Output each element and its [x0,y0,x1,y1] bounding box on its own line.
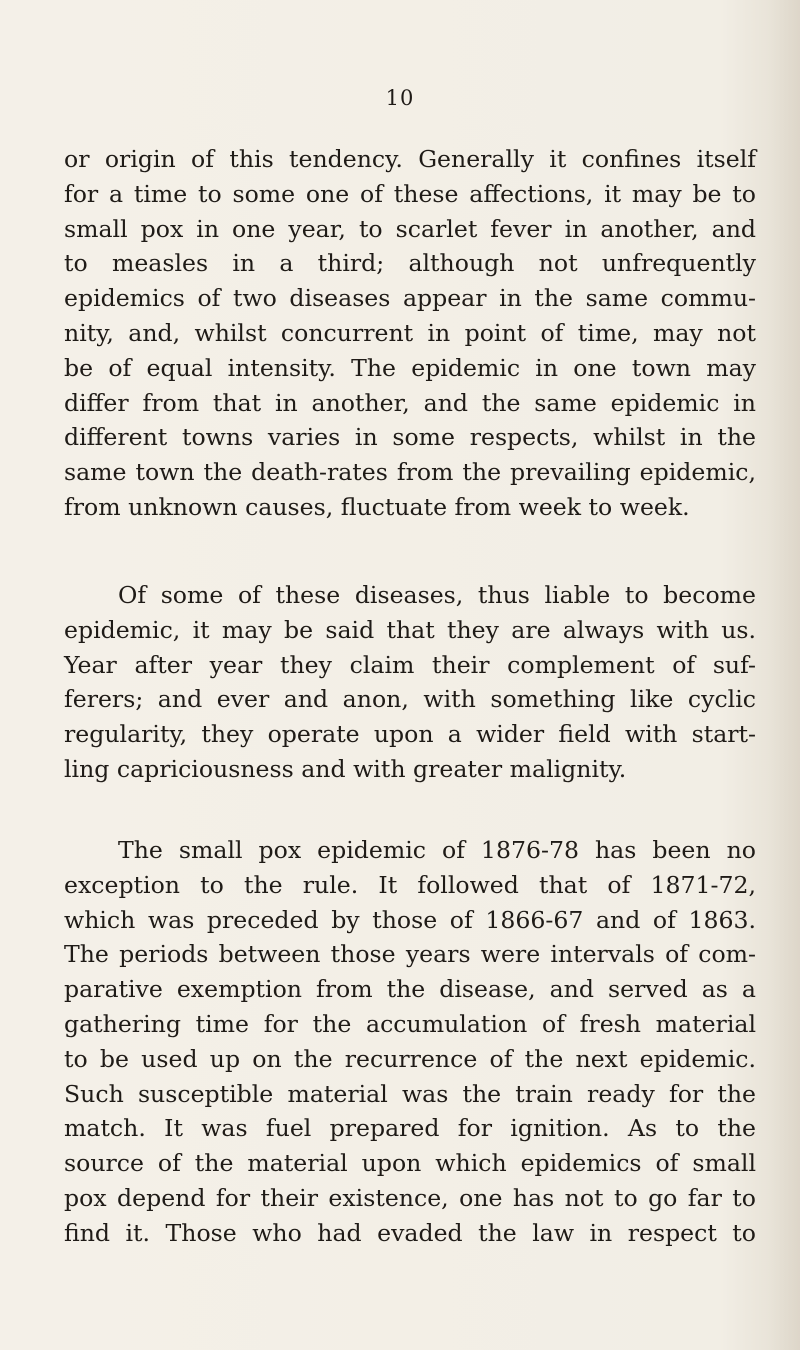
text-line: from unknown causes, fluctuate from week to week. [64,492,690,521]
text-line: Such susceptible material was the train ready for the [64,1079,756,1108]
text-line: different towns varies in some respects, whilst in the [64,423,756,452]
text-line: pox depend for their existence, one has not to go far to [64,1183,756,1212]
text-line: be of equal intensity. The epidemic in one town may [64,353,756,382]
paragraph-1 [64,142,756,525]
text-line: ferers; and ever and anon, with something like cyclic [64,685,756,714]
text-line: to be used up on the recurrence of the next epidemic. [64,1044,756,1073]
text-line: small pox in one year, to scarlet fever in another, and [64,214,756,243]
text-line: epidemic, it may be said that they are always with us. [64,615,756,644]
text-line: or origin of this tendency. Generally it confines itself [64,145,756,173]
text-line: which was preceded by those of 1866-67 and of 1863. [64,905,756,934]
paragraph-3 [64,833,756,1251]
text-line: gathering time for the accumulation of fresh material [64,1009,756,1038]
text-line: Year after year they claim their complement of suf- [64,650,756,679]
text-line: The small pox epidemic of 1876-78 has been no [118,836,756,864]
text-line: parative exemption from the disease, and served as a [64,975,756,1004]
text-line: nity, and, whilst concurrent in point of time, may not [64,318,756,347]
text-line: match. It was fuel prepared for ignition. As to the [64,1114,756,1143]
text-line: epidemics of two diseases appear in the same commu- [64,284,756,313]
page-number: 10 [385,86,415,110]
text-line: to measles in a third; although not unfrequently [64,249,756,278]
text-line: regularity, they operate upon a wider field with start- [64,720,756,749]
text-line: differ from that in another, and the same epidemic in [64,388,756,417]
text-line: exception to the rule. It followed that of 1871-72, [64,870,756,899]
text-line: ling capriciousness and with greater malignity. [64,754,627,783]
text-line: same town the death-rates from the prevailing epidemic, [64,458,756,487]
paragraph-2 [64,578,756,787]
text-line: source of the material upon which epidemics of small [64,1149,756,1178]
text-line: The periods between those years were intervals of com- [64,940,756,969]
text-line: Of some of these diseases, thus liable to become [118,581,756,609]
text-line: find it. Those who had evaded the law in respect to [64,1218,756,1247]
text-line: for a time to some one of these affections, it may be to [64,179,756,208]
